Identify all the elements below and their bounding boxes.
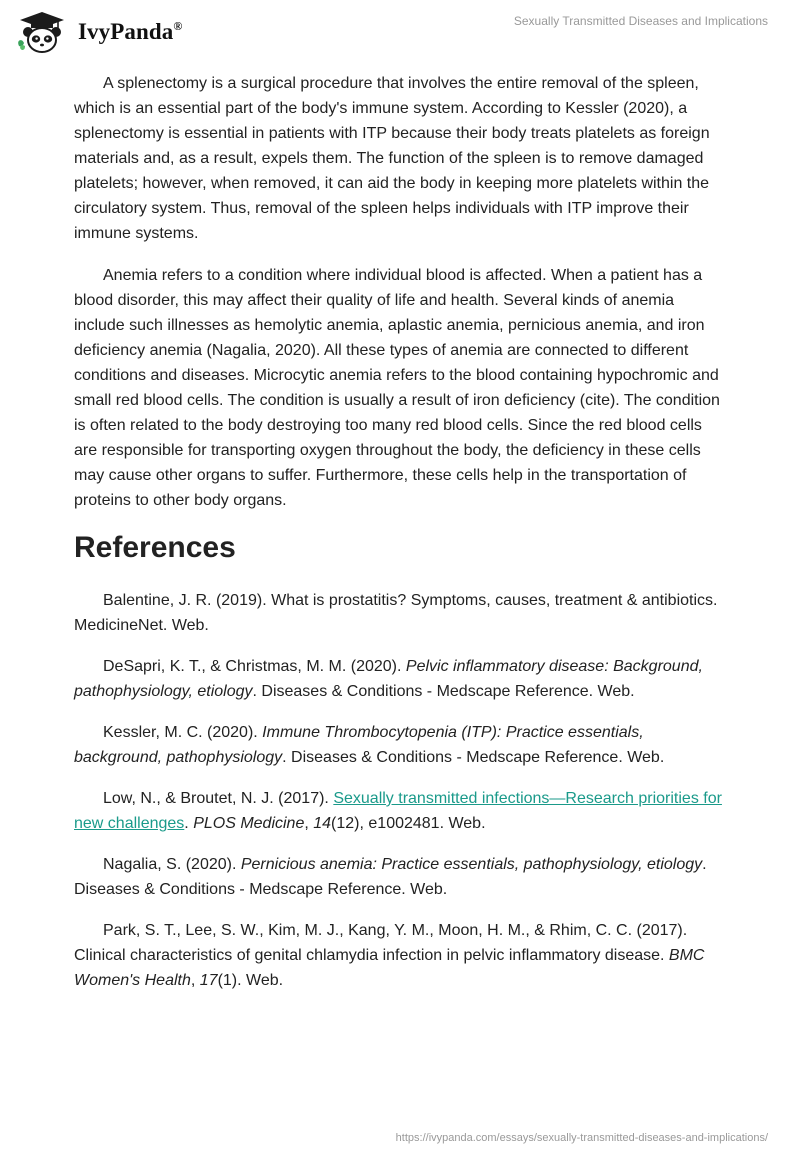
reference-entry: Low, N., & Broutet, N. J. (2017). Sexually transmitted infections—Research priorities for new challenges. PLOS Medicine, 14(12), e1002481. Web. bbox=[74, 790, 722, 832]
document-title: Sexually Transmitted Diseases and Implications bbox=[513, 14, 768, 28]
reference-entry: Kessler, M. C. (2020). Immune Thrombocytopenia (ITP): Practice essentials, background, pathophysiology. Diseases & Conditions - Medscape Reference. Web. bbox=[74, 724, 665, 766]
brand-name: IvyPanda® bbox=[78, 19, 183, 44]
brand-logo[interactable] bbox=[14, 10, 182, 54]
source-url[interactable]: https://ivypanda.com/essays/sexually-transmitted-diseases-and-implications/ bbox=[395, 1132, 768, 1144]
references-heading: References bbox=[74, 531, 236, 564]
page-header bbox=[0, 0, 800, 64]
essay-content bbox=[74, 71, 726, 1009]
reference-link[interactable]: Sexually transmitted infections—Research priorities for new challenges bbox=[74, 790, 722, 832]
reference-entry: Nagalia, S. (2020). Pernicious anemia: Practice essentials, pathophysiology, etiology. Diseases & Conditions - Medscape Reference. Web. bbox=[74, 856, 707, 898]
panda-logo-icon bbox=[14, 10, 70, 54]
reference-entry: Balentine, J. R. (2019). What is prostatitis? Symptoms, causes, treatment & antibiotics. MedicineNet. Web. bbox=[74, 592, 718, 634]
body-paragraph: A splenectomy is a surgical procedure that involves the entire removal of the spleen, which is an essential part of the body's immune system. According to Kessler (2020), a splenectomy is essential in patients with ITP because their body treats platelets as foreign materials and, as a result, expels them. The function of the spleen is to remove damaged platelets; however, when removed, it can aid the body in keeping more platelets within the circulatory system. Thus, removal of the spleen helps individuals with ITP improve their immune systems. bbox=[74, 75, 710, 242]
reference-entry: DeSapri, K. T., & Christmas, M. M. (2020). Pelvic inflammatory disease: Background, pathophysiology, etiology. Diseases & Conditions - Medscape Reference. Web. bbox=[74, 658, 703, 700]
body-paragraph: Anemia refers to a condition where individual blood is affected. When a patient has a blood disorder, this may affect their quality of life and health. Several kinds of anemia include such illnesses as hemolytic anemia, aplastic anemia, pernicious anemia, and iron deficiency anemia (Nagalia, 2020). All these types of anemia are connected to different conditions and diseases. Microcytic anemia refers to the blood containing hypochromic and small red blood cells. The condition is usually a result of iron deficiency (cite). The condition is often related to the body destroying too many red blood cells. Since the red blood cells are responsible for transporting oxygen throughout the body, the deficiency in these cells may cause other organs to suffer. Furthermore, these cells help in the transportation of proteins to other body organs. bbox=[74, 267, 720, 509]
reference-entry: Park, S. T., Lee, S. W., Kim, M. J., Kang, Y. M., Moon, H. M., & Rhim, C. C. (2017). Clinical characteristics of genital chlamydia infection in pelvic inflammatory disease. BMC Women's Health, 17(1). Web. bbox=[74, 922, 705, 989]
